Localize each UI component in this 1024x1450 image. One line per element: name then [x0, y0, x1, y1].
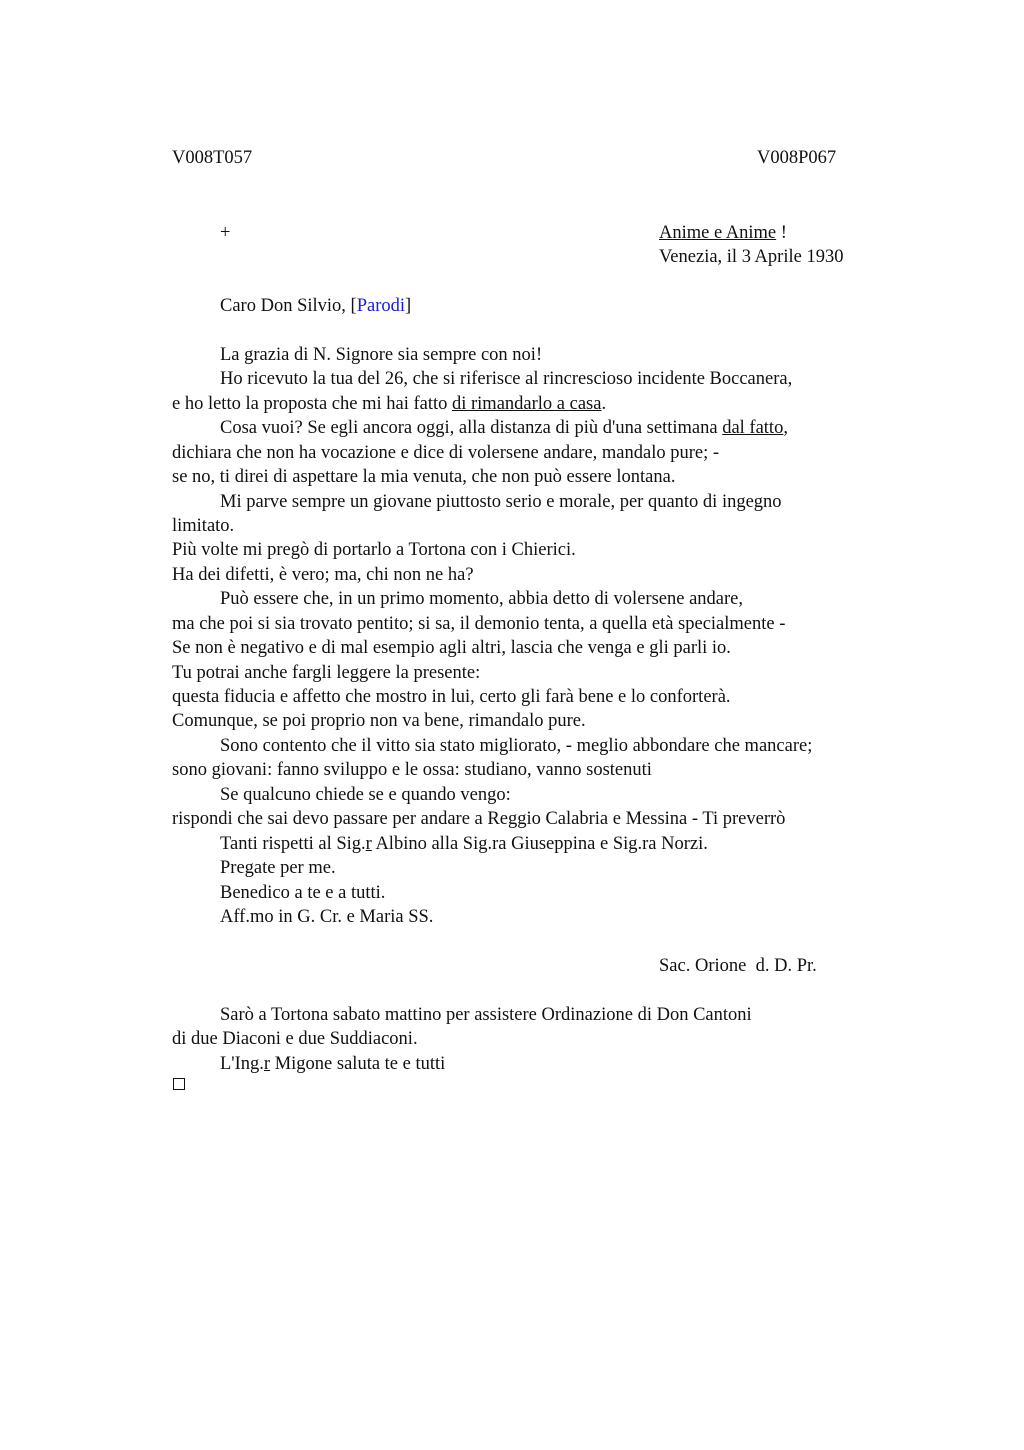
postscript-line: [220, 1052, 445, 1076]
postscript-line: Sarò a Tortona sabato mattino per assistere Ordinazione di Don Cantoni: [220, 1005, 752, 1025]
motto-underlined: Anime e Anime: [659, 223, 777, 243]
signature: Sac. Orione d. D. Pr.: [659, 956, 817, 976]
body-text: L'Ing.: [220, 1054, 264, 1074]
document-code-left: V008T057: [172, 148, 253, 168]
body-line: [172, 392, 606, 416]
body-line: La grazia di N. Signore sia sempre con noi!: [220, 345, 543, 365]
salutation: [220, 294, 411, 318]
parodi-link[interactable]: Parodi: [356, 296, 406, 316]
body-line: [220, 832, 708, 856]
body-line: Comunque, se poi proprio non va bene, rimandalo pure.: [172, 711, 586, 731]
motto: [659, 221, 787, 245]
body-line: Se non è negativo e di mal esempio agli altri, lascia che venga e gli parli io.: [172, 638, 731, 658]
body-line: se no, ti direi di aspettare la mia venuta, che non può essere lontana.: [172, 467, 676, 487]
body-line: Benedico a te e a tutti.: [220, 883, 386, 903]
body-text: Albino alla Sig.ra Giuseppina e Sig.ra Norzi.: [371, 834, 708, 854]
body-line: Aff.mo in G. Cr. e Maria SS.: [220, 907, 434, 927]
postscript-line: di due Diaconi e due Suddiaconi.: [172, 1029, 418, 1049]
body-line: [220, 416, 788, 440]
underlined-text: r: [263, 1054, 271, 1074]
cross-symbol: +: [220, 223, 231, 243]
body-text: e ho letto la proposta che mi hai fatto: [172, 394, 452, 414]
underlined-text: di rimandarlo a casa: [451, 394, 602, 414]
body-line: Sono contento che il vitto sia stato migliorato, - meglio abbondare che mancare;: [220, 736, 813, 756]
body-line: Ha dei difetti, è vero; ma, chi non ne ha?: [172, 565, 474, 585]
body-line: ma che poi si sia trovato pentito; si sa, il demonio tenta, a quella età specialmente -: [172, 614, 786, 634]
document-code-right: V008P067: [757, 148, 837, 168]
body-line: Se qualcuno chiede se e quando vengo:: [220, 785, 511, 805]
place-date: Venezia, il 3 Aprile 1930: [659, 247, 844, 267]
body-text: Migone saluta te e tutti: [270, 1054, 446, 1074]
body-line: Mi parve sempre un giovane piuttosto serio e morale, per quanto di ingegno: [220, 492, 782, 512]
body-line: sono giovani: fanno sviluppo e le ossa: studiano, vanno sostenuti: [172, 760, 652, 780]
body-line: Può essere che, in un primo momento, abbia detto di volersene andare,: [220, 589, 743, 609]
motto-suffix: !: [776, 223, 787, 243]
body-line: rispondi che sai devo passare per andare a Reggio Calabria e Messina - Ti preverrò: [172, 809, 786, 829]
body-line: Pregate per me.: [220, 858, 336, 878]
body-text: .: [601, 394, 607, 414]
underlined-text: dal fatto: [722, 418, 784, 438]
body-line: dichiara che non ha vocazione e dice di volersene andare, mandalo pure; -: [172, 443, 720, 463]
body-line: Più volte mi pregò di portarlo a Tortona con i Chierici.: [172, 540, 576, 560]
body-line: questa fiducia e affetto che mostro in lui, certo gli farà bene e lo conforterà.: [172, 687, 731, 707]
body-text: ,: [783, 418, 788, 438]
underlined-text: r: [365, 834, 372, 854]
body-line: limitato.: [172, 516, 235, 536]
body-line: Tu potrai anche fargli leggere la presente:: [172, 663, 481, 683]
salutation-prefix: Caro Don Silvio, [: [220, 296, 357, 316]
body-text: Cosa vuoi? Se egli ancora oggi, alla distanza di più d'una settimana: [220, 418, 723, 438]
body-line: Ho ricevuto la tua del 26, che si riferisce al rincrescioso incidente Boccanera,: [220, 369, 793, 389]
body-text: Tanti rispetti al Sig.: [220, 834, 366, 854]
end-marker-box-icon: [173, 1078, 185, 1090]
salutation-suffix: ]: [405, 296, 412, 316]
